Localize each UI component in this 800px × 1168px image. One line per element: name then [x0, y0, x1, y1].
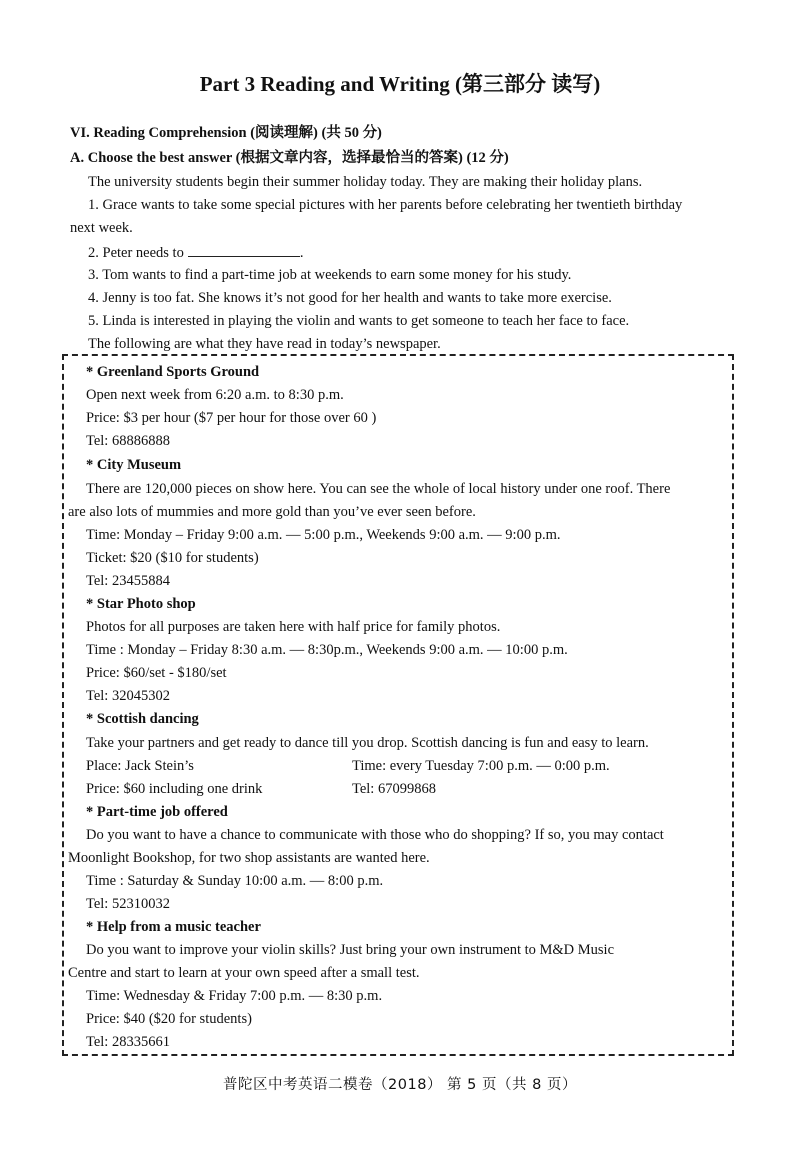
ad-dancing-place: Place: Jack Stein’s: [86, 758, 194, 774]
ad-music-price: Price: $40 ($20 for students): [86, 1011, 252, 1027]
ad-music-tel: Tel: 28335661: [86, 1034, 170, 1050]
ad-title-sports: * Greenland Sports Ground: [86, 364, 260, 380]
ad-title-photo: * Star Photo shop: [86, 596, 196, 612]
ad-job-desc-continued: Moonlight Bookshop, for two shop assistants are wanted here.: [68, 850, 430, 866]
intro-text: The university students begin their summer holiday today. They are making their holiday plans.: [88, 174, 643, 190]
question-1: 1. Grace wants to take some special pictures with her parents before celebrating her twentieth birthday: [88, 197, 683, 213]
ad-title-dancing: * Scottish dancing: [86, 711, 199, 727]
question-3: 3. Tom wants to find a part-time job at weekends to earn some money for his study.: [88, 267, 572, 283]
page-footer: 普陀区中考英语二模卷（2018） 第 5 页（共 8 页）: [223, 1077, 577, 1093]
question-2-text: 2. Peter needs to: [88, 245, 184, 261]
ad-museum-desc-continued: are also lots of mummies and more gold than you’ve ever seen before.: [68, 504, 476, 520]
answer-blank: [188, 244, 300, 257]
section-heading: VI. Reading Comprehension (阅读理解) (共 50 分): [70, 125, 382, 141]
ad-museum-time: Time: Monday – Friday 9:00 a.m. — 5:00 p.m., Weekends 9:00 a.m. — 9:00 p.m.: [86, 527, 561, 543]
ad-sports-tel: Tel: 68886888: [86, 433, 170, 449]
ad-museum-tel: Tel: 23455884: [86, 573, 170, 589]
ad-job-tel: Tel: 52310032: [86, 896, 170, 912]
subsection-heading: A. Choose the best answer (根据文章内容，选择最恰当的答案) (12 分): [70, 150, 509, 166]
ad-sports-price: Price: $3 per hour ($7 per hour for those over 60 ): [86, 410, 377, 426]
question-5: 5. Linda is interested in playing the violin and wants to get someone to teach her face to face.: [88, 313, 630, 329]
ad-photo-tel: Tel: 32045302: [86, 688, 170, 704]
ad-photo-price: Price: $60/set - $180/set: [86, 665, 227, 681]
page-title: Part 3 Reading and Writing (第三部分 读写): [199, 72, 601, 96]
ad-music-desc-continued: Centre and start to learn at your own speed after a small test.: [68, 965, 420, 981]
ad-dancing-tel: Tel: 67099868: [352, 781, 436, 797]
ad-dancing-desc: Take your partners and get ready to dance till you drop. Scottish dancing is fun and easy to learn.: [86, 735, 649, 751]
ad-dancing-time: Time: every Tuesday 7:00 p.m. — 0:00 p.m.: [352, 758, 610, 774]
ad-job-time: Time : Saturday & Sunday 10:00 a.m. — 8:00 p.m.: [86, 873, 384, 889]
question-1-continued: next week.: [70, 220, 133, 236]
newspaper-intro: The following are what they have read in today’s newspaper.: [88, 336, 441, 352]
question-2: [88, 244, 303, 262]
ad-photo-time: Time : Monday – Friday 8:30 a.m. — 8:30p.m., Weekends 9:00 a.m. — 10:00 p.m.: [86, 642, 568, 658]
ad-music-desc: Do you want to improve your violin skills? Just bring your own instrument to M&D Music: [86, 942, 615, 958]
ad-museum-desc: There are 120,000 pieces on show here. You can see the whole of local history under one roof. There: [86, 481, 671, 497]
ad-job-desc: Do you want to have a chance to communicate with those who do shopping? If so, you may contact: [86, 827, 664, 843]
ad-title-museum: * City Museum: [86, 457, 182, 473]
ad-dancing-price: Price: $60 including one drink: [86, 781, 263, 797]
question-4: 4. Jenny is too fat. She knows it’s not good for her health and wants to take more exercise.: [88, 290, 612, 306]
ad-photo-desc: Photos for all purposes are taken here with half price for family photos.: [86, 619, 501, 635]
ad-music-time: Time: Wednesday & Friday 7:00 p.m. — 8:30 p.m.: [86, 988, 383, 1004]
ad-title-music: * Help from a music teacher: [86, 919, 261, 935]
ad-sports-hours: Open next week from 6:20 a.m. to 8:30 p.m.: [86, 387, 344, 403]
ad-museum-ticket: Ticket: $20 ($10 for students): [86, 550, 259, 566]
question-2-period: .: [299, 245, 304, 261]
ad-title-job: * Part-time job offered: [86, 804, 228, 820]
